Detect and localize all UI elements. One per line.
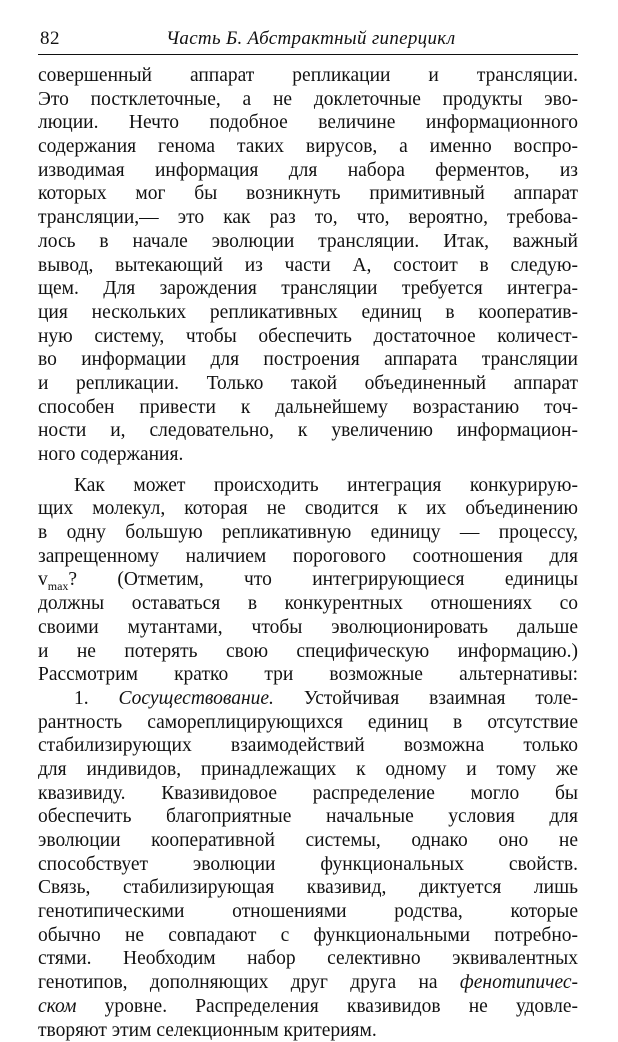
text-line: ную систему, чтобы обеспечить достаточное количест- xyxy=(38,325,578,349)
running-head xyxy=(38,28,578,56)
paragraph-2 xyxy=(38,474,578,687)
running-title: Часть Б. Абстрактный гиперцикл xyxy=(166,28,455,50)
text-line: совершенный аппарат репликации и трансляции. xyxy=(38,64,578,88)
vmax-symbol: $v_{max}$ xyxy=(38,569,68,590)
text-line: Это постклеточные, а не доклеточные продукты эво- xyxy=(38,88,578,112)
item-first-line: 1. Сосуществование. Устойчивая взаимная толе- xyxy=(38,687,578,711)
text-line: щем. Для зарождения трансляции требуется интегра- xyxy=(38,277,578,301)
list-item-1 xyxy=(38,687,578,1042)
text-line: содержания генома таких вирусов, а именно воспро- xyxy=(38,135,578,159)
text-line: генотипов, дополняющих друг друга на фенотипичес- xyxy=(38,971,578,995)
text-line: лось в начале эволюции трансляции. Итак, важный xyxy=(38,230,578,254)
text-line: трансляции,— это как раз то, что, вероятно, требова- xyxy=(38,206,578,230)
body-text xyxy=(38,64,578,1042)
text-line: стабилизирующих взаимодействий возможна только xyxy=(38,734,578,758)
text-line: Рассмотрим кратко три возможные альтернативы: xyxy=(38,663,578,687)
text-line: генотипическими отношениями родства, которые xyxy=(38,900,578,924)
text-line: ском уровне. Распределения квазивидов не удовле- xyxy=(38,995,578,1019)
text-line: запрещенному наличием порогового соотношения для xyxy=(38,545,578,569)
text-line: и не потерять свою специфическую информацию.) xyxy=(38,640,578,664)
text-line: способствует эволюции функциональных свойств. xyxy=(38,853,578,877)
text-line: изводимая информация для набора ферментов, из xyxy=(38,159,578,183)
text-line: обычно не совпадают с функциональными потребно- xyxy=(38,924,578,948)
text-line: обеспечить благоприятные начальные условия для xyxy=(38,805,578,829)
vmax-line: $v_{max}$? (Отметим, что интегрирующиеся единицы xyxy=(38,568,578,592)
italic-word: фенотипичес- xyxy=(460,972,578,993)
text-line: которых мог бы возникнуть примитивный аппарат xyxy=(38,182,578,206)
text-line: ного содержания. xyxy=(38,443,578,467)
text-line: в одну большую репликативную единицу — процессу, xyxy=(38,521,578,545)
text-line: эволюции кооперативной системы, однако оно не xyxy=(38,829,578,853)
text-line: должны оставаться в конкурентных отношениях со xyxy=(38,592,578,616)
text-line: вывод, вытекающий из части А, состоит в следую- xyxy=(38,254,578,278)
text-line: для индивидов, принадлежащих к одному и тому же xyxy=(38,758,578,782)
text-line: стями. Необходим набор селективно эквивалентных xyxy=(38,947,578,971)
paragraph-1 xyxy=(38,64,578,467)
text-line: квазивиду. Квазивидовое распределение могло бы xyxy=(38,782,578,806)
text-line: Связь, стабилизирующая квазивид, диктуется лишь xyxy=(38,876,578,900)
text-line: способен привести к дальнейшему возрастанию точ- xyxy=(38,396,578,420)
text-line: своими мутантами, чтобы эволюционировать дальше xyxy=(38,616,578,640)
text-line: щих молекул, которая не сводится к их объединению xyxy=(38,497,578,521)
item-term: Сосуществование. xyxy=(119,688,274,709)
book-page xyxy=(38,0,578,1000)
text-line: рантность самореплицирующихся единиц в отсутствие xyxy=(38,711,578,735)
text-line: ности и, следовательно, к увеличению информацион- xyxy=(38,419,578,443)
text-line: творяют этим селекционным критериям. xyxy=(38,1019,578,1042)
italic-word: ском xyxy=(38,996,77,1017)
text-line: Как может происходить интеграция конкурирую- xyxy=(38,474,578,498)
header-rule xyxy=(38,54,578,55)
text-line: ция нескольких репликативных единиц в кооператив- xyxy=(38,301,578,325)
text-line: во информации для построения аппарата трансляции xyxy=(38,348,578,372)
paragraph-gap xyxy=(38,467,578,474)
page-number: 82 xyxy=(40,28,60,50)
text-line: и репликации. Только такой объединенный аппарат xyxy=(38,372,578,396)
text-line: люции. Нечто подобное величине информационного xyxy=(38,111,578,135)
